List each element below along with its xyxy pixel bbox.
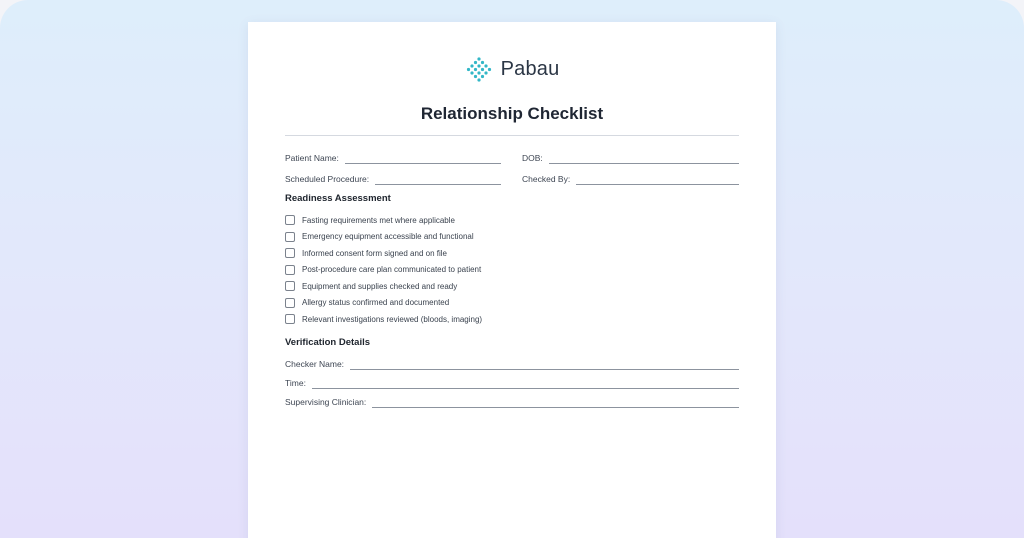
checklist-item[interactable] (285, 311, 482, 328)
supervising-clinician-field[interactable] (285, 394, 739, 408)
readiness-checklist (285, 212, 482, 328)
scheduled-procedure-label: Scheduled Procedure: (285, 174, 370, 184)
checkbox[interactable] (285, 248, 295, 258)
checklist-item-label: Equipment and supplies checked and ready (302, 281, 458, 291)
document-title: Relationship Checklist (420, 104, 604, 123)
dob-line[interactable] (549, 154, 739, 164)
time-field[interactable] (285, 375, 739, 389)
scheduled-procedure-field[interactable] (285, 171, 501, 185)
checklist-item-label: Post-procedure care plan communicated to patient (302, 265, 482, 275)
checklist-item-label: Informed consent form signed and on file (302, 248, 447, 258)
checklist-item-label: Fasting requirements met where applicable (302, 215, 455, 225)
time-label: Time: (285, 378, 306, 388)
checked-by-line[interactable] (576, 175, 739, 185)
patient-name-field[interactable] (285, 150, 501, 164)
checker-name-field[interactable] (285, 356, 739, 370)
checker-name-label: Checker Name: (285, 359, 345, 369)
checklist-item[interactable] (285, 262, 482, 279)
checkbox[interactable] (285, 265, 295, 275)
checkbox[interactable] (285, 281, 295, 291)
checklist-item-label: Emergency equipment accessible and functional (302, 232, 474, 242)
patient-name-label: Patient Name: (285, 153, 339, 163)
title-divider (285, 135, 739, 136)
checkbox[interactable] (285, 232, 295, 242)
diamond-dots-logo-icon (465, 56, 493, 82)
checklist-item[interactable] (285, 278, 482, 295)
dob-label: DOB: (522, 153, 543, 163)
checker-name-line[interactable] (350, 360, 739, 370)
checklist-item[interactable] (285, 229, 482, 246)
dob-field[interactable] (522, 150, 739, 164)
supervising-clinician-label: Supervising Clinician: (285, 397, 367, 407)
checklist-item[interactable] (285, 245, 482, 262)
brand-logo (248, 56, 776, 82)
checklist-item-label: Allergy status confirmed and documented (302, 298, 450, 308)
brand-name: Pabau (500, 57, 560, 80)
patient-name-line[interactable] (345, 154, 501, 164)
checkbox[interactable] (285, 215, 295, 225)
checkbox[interactable] (285, 314, 295, 324)
verification-heading: Verification Details (285, 337, 371, 348)
checkbox[interactable] (285, 298, 295, 308)
time-line[interactable] (312, 379, 739, 389)
checklist-item-label: Relevant investigations reviewed (bloods, imaging) (302, 314, 483, 324)
readiness-heading: Readiness Assessment (285, 193, 391, 204)
checklist-item[interactable] (285, 295, 482, 312)
checked-by-field[interactable] (522, 171, 739, 185)
checked-by-label: Checked By: (522, 174, 571, 184)
scheduled-procedure-line[interactable] (375, 175, 501, 185)
checklist-document (248, 22, 776, 538)
checklist-item[interactable] (285, 212, 482, 229)
supervising-clinician-line[interactable] (372, 398, 739, 408)
